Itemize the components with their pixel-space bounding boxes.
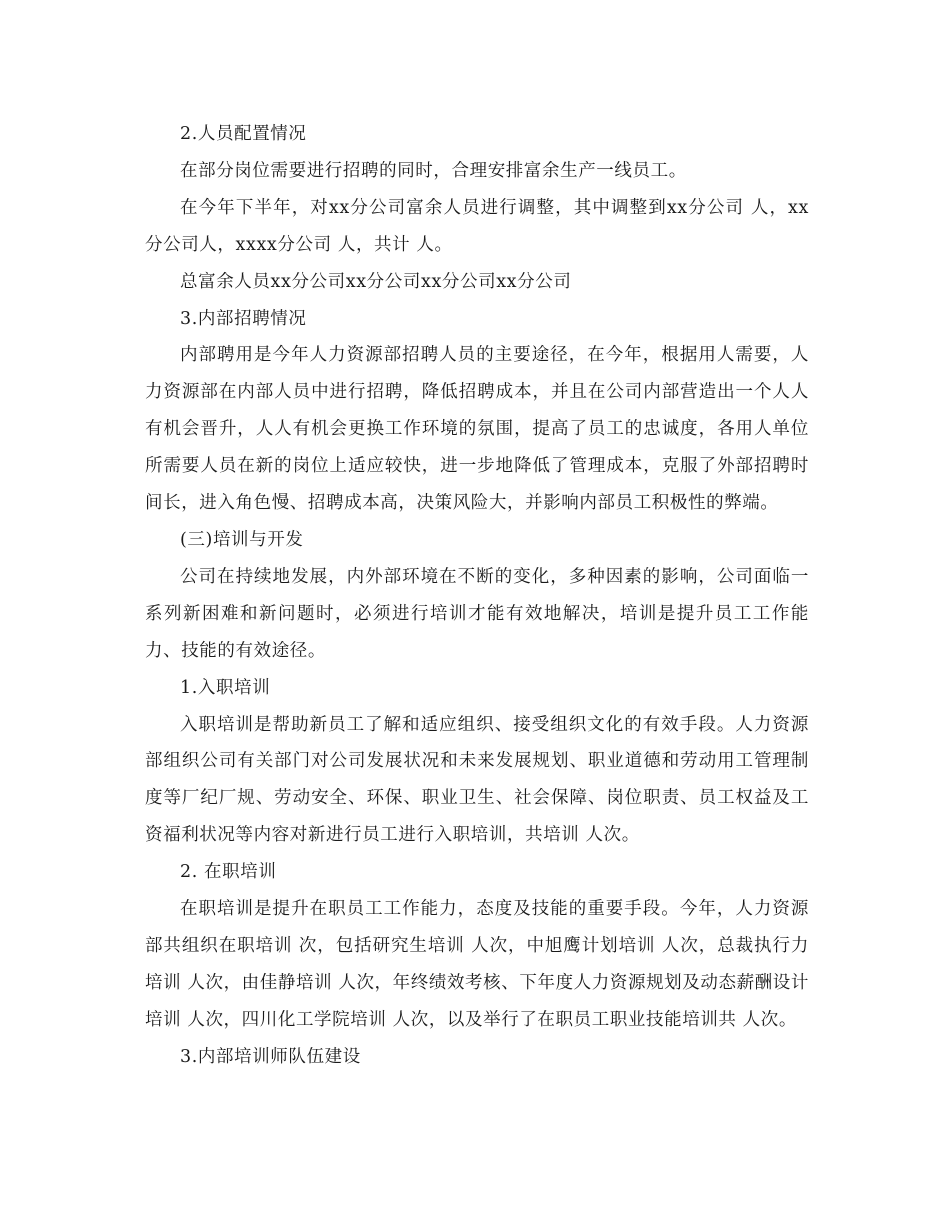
paragraph: 入职培训是帮助新员工了解和适应组织、接受组织文化的有效手段。人力资源部组织公司有关部门对公司发展状况和未来发展规划、职业道德和劳动用工管理制度等厂纪厂规、劳动安全、环保、职业卫生、社会保障、岗位职责、员工权益及工资福利状况等内容对新进行员工进行入职培训，共培训 人次。 [145,714,809,846]
paragraph: 公司在持续地发展，内外部环境在不断的变化，多种因素的影响，公司面临一系列新困难和新问题时，必须进行培训才能有效地解决，培训是提升员工工作能力、技能的有效途径。 [145,566,809,661]
paragraph: 内部聘用是今年人力资源部招聘人员的主要途径，在今年，根据用人需要，人力资源部在内部人员中进行招聘，降低招聘成本，并且在公司内部营造出一个人人有机会晋升，人人有机会更换工作环境的氛围，提高了员工的忠诚度，各用人单位所需要人员在新的岗位上适应较快，进一步地降低了管理成本，克服了外部招聘时间长，进入角色慢、招聘成本高，决策风险大，并影响内部员工积极性的弊端。 [145,345,809,514]
heading-internal-recruitment: 3.内部招聘情况 [180,308,307,329]
heading-training-development: (三)培训与开发 [180,529,304,550]
heading-staffing: 2.人员配置情况 [180,124,307,144]
heading-internal-trainers: 3.内部培训师队伍建设 [180,1046,361,1067]
document-body [145,116,809,1076]
paragraph: 在部分岗位需要进行招聘的同时，合理安排富余生产一线员工。 [180,160,687,181]
heading-on-job-training: 2. 在职培训 [180,862,277,883]
heading-onboarding-training: 1.入职培训 [180,677,271,698]
paragraph: 在职培训是提升在职员工工作能力，态度及技能的重要手段。今年，人力资源部共组织在职培训 次，包括研究生培训 人次，中旭鹰计划培训 人次，总裁执行力培训 人次，由佳静培训 人次，年终绩效考核、下年度人力资源规划及动态薪酬设计培训 人次，四川化工学院培训 人次，以及举行了在职员工职业技能培训共 人次。 [145,899,809,1030]
paragraph: 总富余人员xx分公司xx分公司xx分公司xx分公司 [180,271,572,292]
paragraph: 在今年下半年，对xx分公司富余人员进行调整，其中调整到xx分公司 人，xx分公司人，xxxx分公司 人，共计 人。 [145,197,809,255]
